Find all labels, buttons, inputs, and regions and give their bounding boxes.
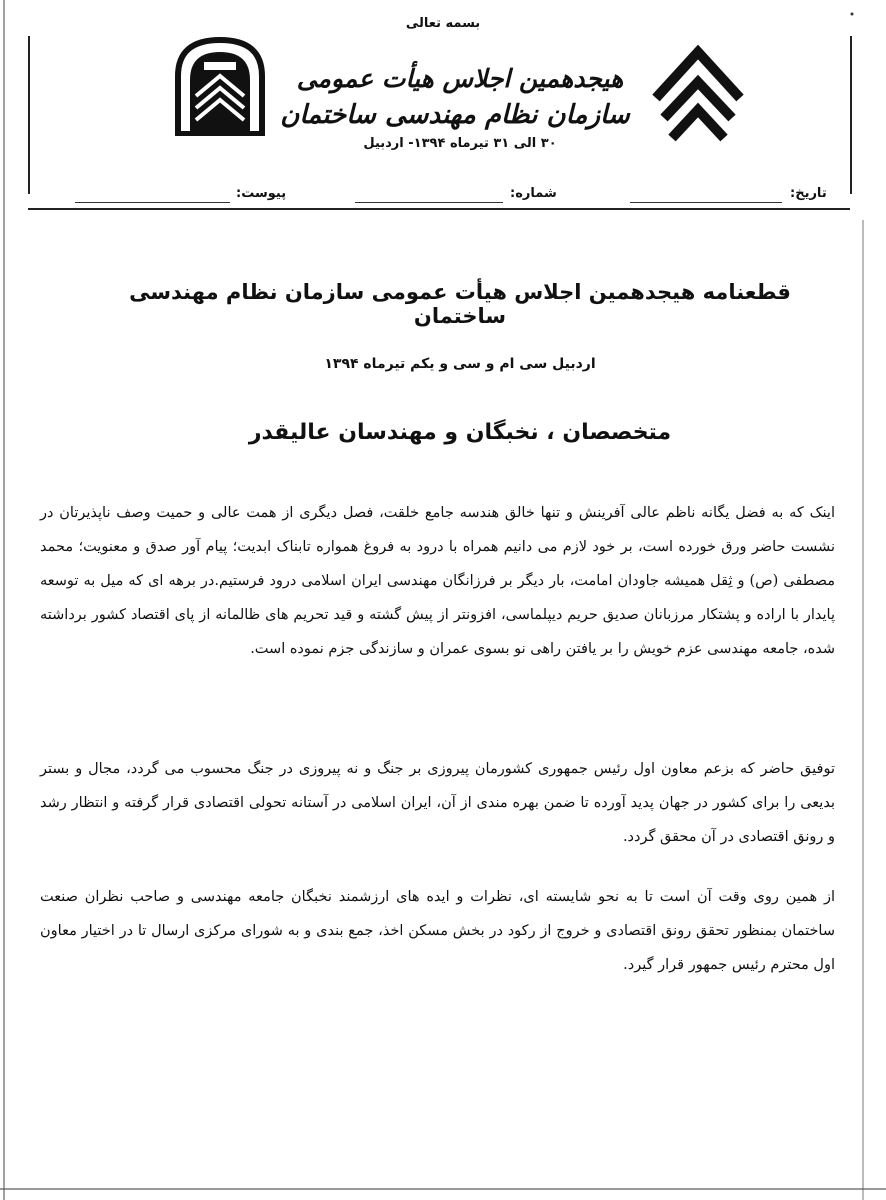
bismillah-heading: بسمه تعالی: [405, 16, 481, 31]
building-arch-logo: [174, 36, 266, 136]
stacked-roof-logo: [650, 44, 746, 144]
paragraph-2: توفیق حاضر که بزعم معاون اول رئیس جمهوری کشورمان پیروزی بر جنگ و نه پیروزی در جنگ محسوب می گردد، مجال و بستر بدیعی را برای کشور در جهان پدید آورده تا ضمن بهره مندی از آن، ایران اسلامی در آستانه تحولی اقتصادی قرار گرفته و انتظار رشد و رونق اقتصادی در آن محقق گردد.: [40, 761, 835, 845]
number-blank: [355, 202, 503, 203]
date-label: تاریخ:: [790, 186, 827, 201]
attachment-blank: [75, 202, 230, 203]
paragraph-1: اینک که به فضل یگانه ناظم عالی آفرینش و تنها خالق هندسه جامع خلقت، فصل دیگری از همت عالی و حمیت وصف ناپذیرتان در نشست حاضر ورق خورده است، بر خود لازم می دانیم همراه با درود به فروغ همواره تابناک ابدیت؛ پیام آور صدق و معنویت؛ محمد مصطفی (ص) و ثِقل همیشه جاودان امامت، بار دیگر بر فرزانگان مهندسی ایران اسلامی درود فرستیم.در برهه ای که میل به توسعه پایدار با اراده و پشتکار مرزبانان صدیق حریم دیپلماسی، افزونتر از پیش گشته و قید تحریم های ظالمانه از پای اقتصاد کشور برداشته شده، جامعه مهندسی عزم خویش را بر یافتن راهی نو بسوی عمران و سازندگی جزم نموده است.: [40, 505, 835, 657]
bottom-rule: [0, 1188, 886, 1190]
number-label: شماره:: [510, 186, 557, 201]
paragraph-3: از همین روی وقت آن است تا به نحو شایسته ای، نظرات و ایده های ارزشمند نخبگان جامعه مهندسی و صاحب نظران صنعت ساختمان بمنظور تحقق رونق اقتصادی و خروج از رکود در بخش مسکن اخذ، جمع بندی و به شورای مرکزی ارسال تا در اختیار معاون اول محترم رئیس جمهور قرار گیرد.: [40, 889, 835, 973]
meta-divider: [28, 208, 850, 210]
document-title: قطعنامه هیجدهمین اجلاس هیأت عمومی سازمان نظام مهندسی ساختمان: [129, 280, 791, 328]
letterhead-date: ۳۰ الی ۳۱ تیرماه ۱۳۹۴- اردبیل: [363, 136, 557, 151]
document-address: متخصصان ، نخبگان و مهندسان عالیقدر: [248, 420, 672, 445]
date-blank: [630, 202, 782, 203]
scan-speck: [848, 10, 856, 18]
scan-edge-right: [862, 220, 864, 1200]
document-subtitle: اردبیل سی ام و سی و یکم تیرماه ۱۳۹۴: [324, 356, 596, 372]
letterhead-title-line2: سازمان نظام مهندسی ساختمان: [280, 100, 630, 130]
scan-edge-left: [3, 0, 5, 1200]
letterhead-title-line1: هیجدهمین اجلاس هیأت عمومی: [296, 64, 624, 93]
attachment-label: پیوست:: [236, 186, 287, 201]
